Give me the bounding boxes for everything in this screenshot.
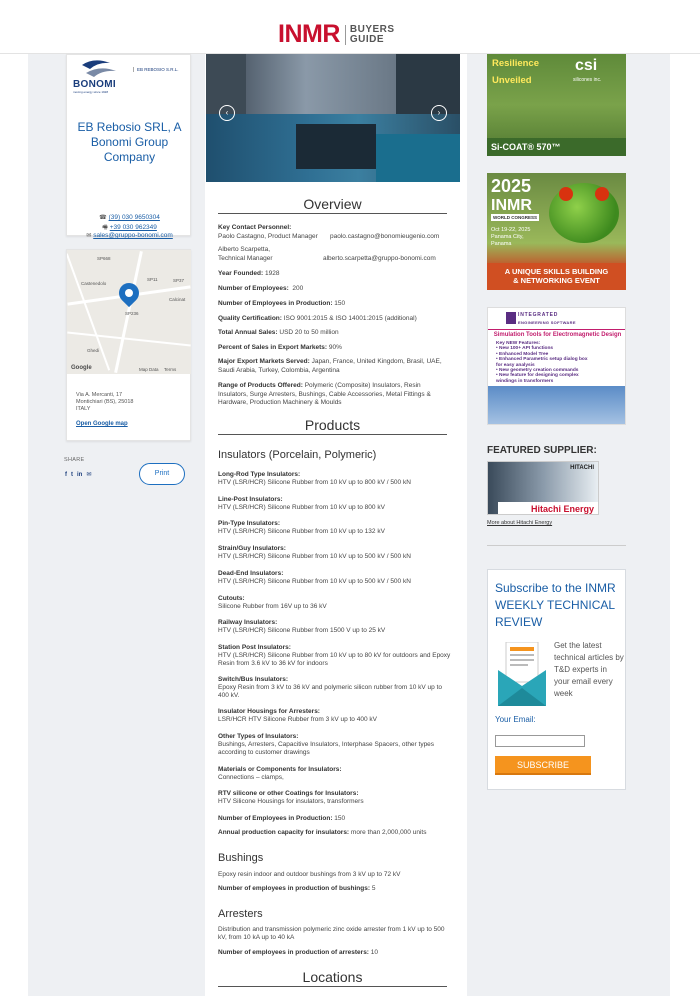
logo-subtitle xyxy=(345,25,395,45)
product-item-label: Materials or Components for Insulators: xyxy=(218,766,342,773)
product-item-label: Switch/Bus Insulators: xyxy=(218,676,289,683)
category-heading: Arresters xyxy=(218,908,263,920)
quality-certification xyxy=(218,315,417,324)
product-item-label: Railway Insulators: xyxy=(218,619,278,626)
company-address xyxy=(76,392,133,413)
integrated-logo-icon xyxy=(506,312,516,324)
ad-feature-line: • New geometry creation commands xyxy=(496,368,579,374)
congress-tagline xyxy=(487,263,626,290)
site-header xyxy=(0,0,700,54)
phone-link[interactable]: (39) 030 9650304 xyxy=(108,214,160,221)
congress-year: 2025 xyxy=(491,176,532,196)
hitachi-tag: HITACHI xyxy=(570,465,594,471)
product-item-label: Other Types of Insulators: xyxy=(218,733,299,740)
contact-name: Alberto Scarpetta, xyxy=(218,246,271,253)
subscribe-title: Subscribe to the INMR WEEKLY TECHNICAL REVIEW xyxy=(495,581,616,629)
employees-production-value: 150 xyxy=(334,300,346,307)
arresters-employees xyxy=(218,949,453,957)
divider xyxy=(487,545,626,546)
contact-email: alberto.scarpetta@gruppo-bonomi.com xyxy=(323,255,436,262)
year-founded-value: 1928 xyxy=(264,270,280,277)
employees xyxy=(218,285,303,294)
product-item xyxy=(218,676,453,700)
csi-advertisement[interactable] xyxy=(487,54,626,156)
facebook-icon[interactable]: f xyxy=(65,472,67,478)
ad-feature-line: • New 100+ API functions xyxy=(496,346,554,352)
map-road xyxy=(67,332,191,347)
frog-eye-icon xyxy=(559,187,573,201)
company-photo-carousel xyxy=(206,54,460,182)
address-line-1: Via A. Mercanti, 17 xyxy=(76,392,123,398)
logo-subtitle-line-1: BUYERS xyxy=(349,23,395,35)
overview-heading: Overview xyxy=(218,197,447,214)
map-label: SP11 xyxy=(147,277,158,282)
product-item-text: HTV (LSR/HCR) Silicone Rubber from 10 kV up to 500 kV / 500 kN xyxy=(218,553,411,560)
twitter-icon[interactable]: t xyxy=(71,472,73,478)
contact-row xyxy=(218,233,453,242)
csi-logo-sub: silicones inc. xyxy=(573,77,602,83)
sales-value: USD 20 to 50 million xyxy=(279,329,339,336)
email-field-label: Your Email: xyxy=(495,715,536,724)
newsletter-envelope-icon xyxy=(498,642,546,706)
email-link[interactable]: sales@gruppo-bonomi.com xyxy=(93,232,173,239)
eb-rebosio-logo-label: EB REBOSIO S.R.L. xyxy=(133,67,179,72)
contact-row xyxy=(218,255,453,264)
ad-brand-line: INTEGRATED xyxy=(518,312,559,318)
export-percent-label: Percent of Sales in Export Markets: xyxy=(218,344,328,351)
open-google-map-link[interactable]: Open Google map xyxy=(76,421,128,427)
share-icons xyxy=(65,471,95,478)
export-markets-value: Japan, France, United Kingdom, Brasil, UAE, Saudi Arabia, Turkey, Colombia, Argentina xyxy=(218,358,442,374)
product-range-value: Polymeric (Composite) Insulators, Resin Insulators, Surge Arresters, Bushings, Cable Accessories, Metal Fittings & Hardware, Production Machinery & Moulds xyxy=(218,382,431,406)
carousel-next-icon[interactable]: › xyxy=(431,105,447,121)
ad-feature-line: Key NEW Features: xyxy=(496,341,541,346)
ad-brand-line: ENGINEERING SOFTWARE xyxy=(518,320,576,325)
featured-supplier-link[interactable]: More about Hitachi Energy xyxy=(487,520,553,526)
congress-name: INMR xyxy=(491,197,532,214)
congress-date-line: Panama xyxy=(491,241,512,247)
ad-feature-line: • Enhanced Model Tree xyxy=(496,351,549,357)
product-item-label: RTV silicone or other Coatings for Insulators: xyxy=(218,790,359,797)
employees-label: Number of Employees: xyxy=(218,285,289,292)
map-label: Castenedolo xyxy=(81,281,107,286)
arresters-employees-value: 10 xyxy=(370,949,379,956)
congress-dates xyxy=(491,227,530,248)
category-heading: Insulators (Porcelain, Polymeric) xyxy=(218,449,377,461)
product-item-text: Connections – clamps, xyxy=(218,774,284,781)
total-sales xyxy=(218,329,339,338)
inmr-congress-advertisement[interactable] xyxy=(487,173,626,290)
share-label: SHARE xyxy=(64,457,85,463)
product-item-text: Bushings, Arresters, Capacitive Insulators, Interphase Spacers, other types according to customer drawings xyxy=(218,741,435,756)
employees-production-value: 150 xyxy=(334,815,346,822)
product-item xyxy=(218,496,453,512)
export-percent xyxy=(218,344,342,353)
fax-link[interactable]: +39 030 962349 xyxy=(109,224,157,231)
sales-label: Total Annual Sales: xyxy=(218,329,278,336)
map-card xyxy=(66,249,191,441)
product-item-label: Long-Rod Type Insulators: xyxy=(218,471,301,478)
locations-heading: Locations xyxy=(218,970,447,987)
address-line-3: ITALY xyxy=(76,406,91,412)
subscribe-box xyxy=(487,569,626,790)
product-item xyxy=(218,570,453,586)
featured-supplier-image[interactable] xyxy=(487,461,599,515)
product-item-label: Cutouts: xyxy=(218,595,245,602)
product-item-label: Dead-End Insulators: xyxy=(218,570,284,577)
product-range xyxy=(218,382,450,408)
product-item xyxy=(218,595,453,611)
category-heading: Bushings xyxy=(218,852,264,864)
map-pin-icon[interactable] xyxy=(115,279,143,307)
product-item-label: Pin-Type Insulators: xyxy=(218,520,280,527)
ad-headline: Resilience xyxy=(492,58,539,69)
product-item xyxy=(218,790,453,806)
year-founded xyxy=(218,270,279,279)
export-markets-label: Major Export Markets Served: xyxy=(218,358,310,365)
email-line xyxy=(67,232,192,239)
bonomi-logo-word: BONOMI xyxy=(73,79,116,90)
email-icon: ✉ xyxy=(86,233,92,239)
product-item xyxy=(218,708,453,724)
employees-production-label: Number of Employees in Production: xyxy=(218,300,333,307)
featured-supplier-heading: FEATURED SUPPLIER: xyxy=(487,445,597,456)
integrated-engineering-advertisement[interactable] xyxy=(487,307,626,425)
product-item-text: HTV (LSR/HCR) Silicone Rubber from 10 kV up to 800 kV xyxy=(218,504,385,511)
map-label: Calcinat xyxy=(169,297,186,302)
contact-name: Paolo Castagno, Product Manager xyxy=(218,233,318,240)
product-text: Distribution and transmission polymeric zinc oxide arrester from 1 kV up to 500 kV, from 10 kA up to 40 kA xyxy=(218,926,445,941)
ad-headline: Unveiled xyxy=(492,75,532,86)
address-line-2: Montichiari (BS), 25018 xyxy=(76,399,134,405)
production-capacity-value: more than 2,000,000 units xyxy=(350,829,427,836)
ad-feature-line: windings in transformers xyxy=(496,378,554,384)
carousel-prev-icon[interactable]: ‹ xyxy=(219,105,235,121)
logo-inmr: INMR xyxy=(278,20,340,48)
phone-icon: ☎ xyxy=(99,215,107,221)
inmr-buyers-guide-logo[interactable] xyxy=(278,22,395,47)
email-share-icon[interactable]: ✉ xyxy=(86,472,92,478)
company-name: EB Rebosio SRL, A Bonomi Group Company xyxy=(77,120,182,164)
employees-value: 200 xyxy=(292,285,304,292)
employees-production-label: Number of Employees in Production: xyxy=(218,815,333,822)
ad-feature-line: • Enhanced Parametric setup dialog box xyxy=(496,357,588,363)
product-item-text: Epoxy Resin from 3 kV to 36 kV and polymeric silicon rubber from 10 kV up to 400 kV. xyxy=(218,684,442,699)
employees-production xyxy=(218,300,345,309)
subscribe-description: Get the latest technical articles by T&D experts in your email every week xyxy=(554,641,624,698)
product-item xyxy=(218,733,453,757)
product-item-label: Line-Post Insulators: xyxy=(218,496,283,503)
product-item xyxy=(218,619,453,635)
quality-label: Quality Certification: xyxy=(218,315,282,322)
hitachi-energy-logo: Hitachi Energy xyxy=(498,502,599,515)
csi-logo: csi xyxy=(575,57,598,74)
product-item-label: Strain/Guy Insulators: xyxy=(218,545,286,552)
product-item xyxy=(218,766,453,782)
product-item xyxy=(218,520,453,536)
production-capacity xyxy=(218,829,453,837)
export-markets xyxy=(218,358,450,375)
map-label: SP236 xyxy=(125,311,139,316)
bushings-employees xyxy=(218,885,453,893)
product-item-text: HTV (LSR/HCR) Silicone Rubber from 10 kV up to 800 kV / 500 kN xyxy=(218,479,411,486)
map-terms-link[interactable]: Terms xyxy=(164,367,177,372)
company-card xyxy=(66,54,191,239)
photo-shape xyxy=(376,134,460,182)
map-label: SP37 xyxy=(173,278,185,283)
contact-email: paolo.castagno@bonomieugenio.com xyxy=(330,233,440,240)
export-percent-value: 90% xyxy=(328,344,342,351)
congress-tagline-line: & NETWORKING EVENT xyxy=(513,276,600,285)
product-item-text: LSR/HCR HTV Silicone Rubber from 3 kV up to 400 kV xyxy=(218,716,377,723)
key-contact-label-text: Key Contact Personnel: xyxy=(218,224,292,231)
product-item-text: Silicone Rubber from 16V up to 36 kV xyxy=(218,603,327,610)
linkedin-icon[interactable]: in xyxy=(77,472,83,478)
congress-date-line: Panama City, xyxy=(491,234,524,240)
product-item-text: HTV (LSR/HCR) Silicone Rubber from 10 kV up to 132 kV xyxy=(218,528,385,535)
year-founded-label: Year Founded: xyxy=(218,270,264,277)
product-item-text: HTV (LSR/HCR) Silicone Rubber from 10 kV up to 80 kV for outdoors and Epoxy Resin from 3.6 kV to 36 kV for indoors xyxy=(218,652,451,667)
products-heading: Products xyxy=(218,418,447,435)
map-label: Ghedi xyxy=(87,348,100,353)
congress-date-line: Oct 19-22, 2025 xyxy=(491,227,531,233)
product-item xyxy=(218,471,453,487)
production-capacity-label: Annual production capacity for insulators: xyxy=(218,829,350,836)
ad-title: Simulation Tools for Electromagnetic Design xyxy=(493,332,622,338)
product-item-text: HTV (LSR/HCR) Silicone Rubber from 10 kV up to 500 kV / 500 kN xyxy=(218,578,411,585)
ad-illustration xyxy=(488,386,626,425)
ad-feature-line: • New feature for designing complex xyxy=(496,373,579,379)
frog-eye-icon xyxy=(595,187,609,201)
map-label: SP668 xyxy=(97,256,111,261)
product-item-text: HTV (LSR/HCR) Silicone Rubber from 1500 V up to 25 kV xyxy=(218,627,386,634)
photo-shape xyxy=(296,124,376,169)
product-item xyxy=(218,644,453,668)
congress-tagline-line: A UNIQUE SKILLS BUILDING xyxy=(504,267,609,276)
logo-subtitle-line-2: GUIDE xyxy=(349,33,385,45)
employees-production xyxy=(218,815,453,823)
print-button[interactable]: Print xyxy=(139,463,185,485)
product-range-label: Range of Products Offered: xyxy=(218,382,303,389)
key-contact-label xyxy=(218,224,291,233)
product-item-text: HTV Silicone Housings for insulators, transformers xyxy=(218,798,364,805)
phone-line xyxy=(67,214,192,221)
arresters-employees-label: Number of employees in production of arresters: xyxy=(218,949,369,956)
fax-icon: 🖷 xyxy=(102,225,108,231)
google-logo: Google xyxy=(71,365,92,371)
ad-header xyxy=(488,308,626,330)
product-item-label: Insulator Housings for Arresters: xyxy=(218,708,320,715)
ad-product-name: Si-COAT® 570™ xyxy=(487,138,626,156)
subscribe-button[interactable]: SUBSCRIBE xyxy=(495,756,591,775)
bonomi-logo-tagline: moving energy since 1928 xyxy=(73,90,109,94)
google-map[interactable] xyxy=(67,250,191,374)
quality-value: ISO 9001:2015 & ISO 14001:2015 (additional) xyxy=(283,315,417,322)
product-item-label: Station Post Insulators: xyxy=(218,644,291,651)
ad-feature-line: for easy analysis xyxy=(496,362,535,368)
product-item xyxy=(218,545,453,561)
product-text: Epoxy resin indoor and outdoor bushings from 3 kV up to 72 kV xyxy=(218,871,401,878)
map-data-attribution[interactable]: Map Data xyxy=(139,367,159,372)
bushings-employees-value: 5 xyxy=(371,885,376,892)
ad-feature-list xyxy=(496,341,588,384)
congress-badge: WORLD CONGRESS xyxy=(493,215,538,220)
contact-role: Technical Manager xyxy=(218,255,273,262)
bushings-employees-label: Number of employees in production of bushings: xyxy=(218,885,371,892)
email-field[interactable] xyxy=(495,735,585,747)
map-road xyxy=(67,253,110,370)
